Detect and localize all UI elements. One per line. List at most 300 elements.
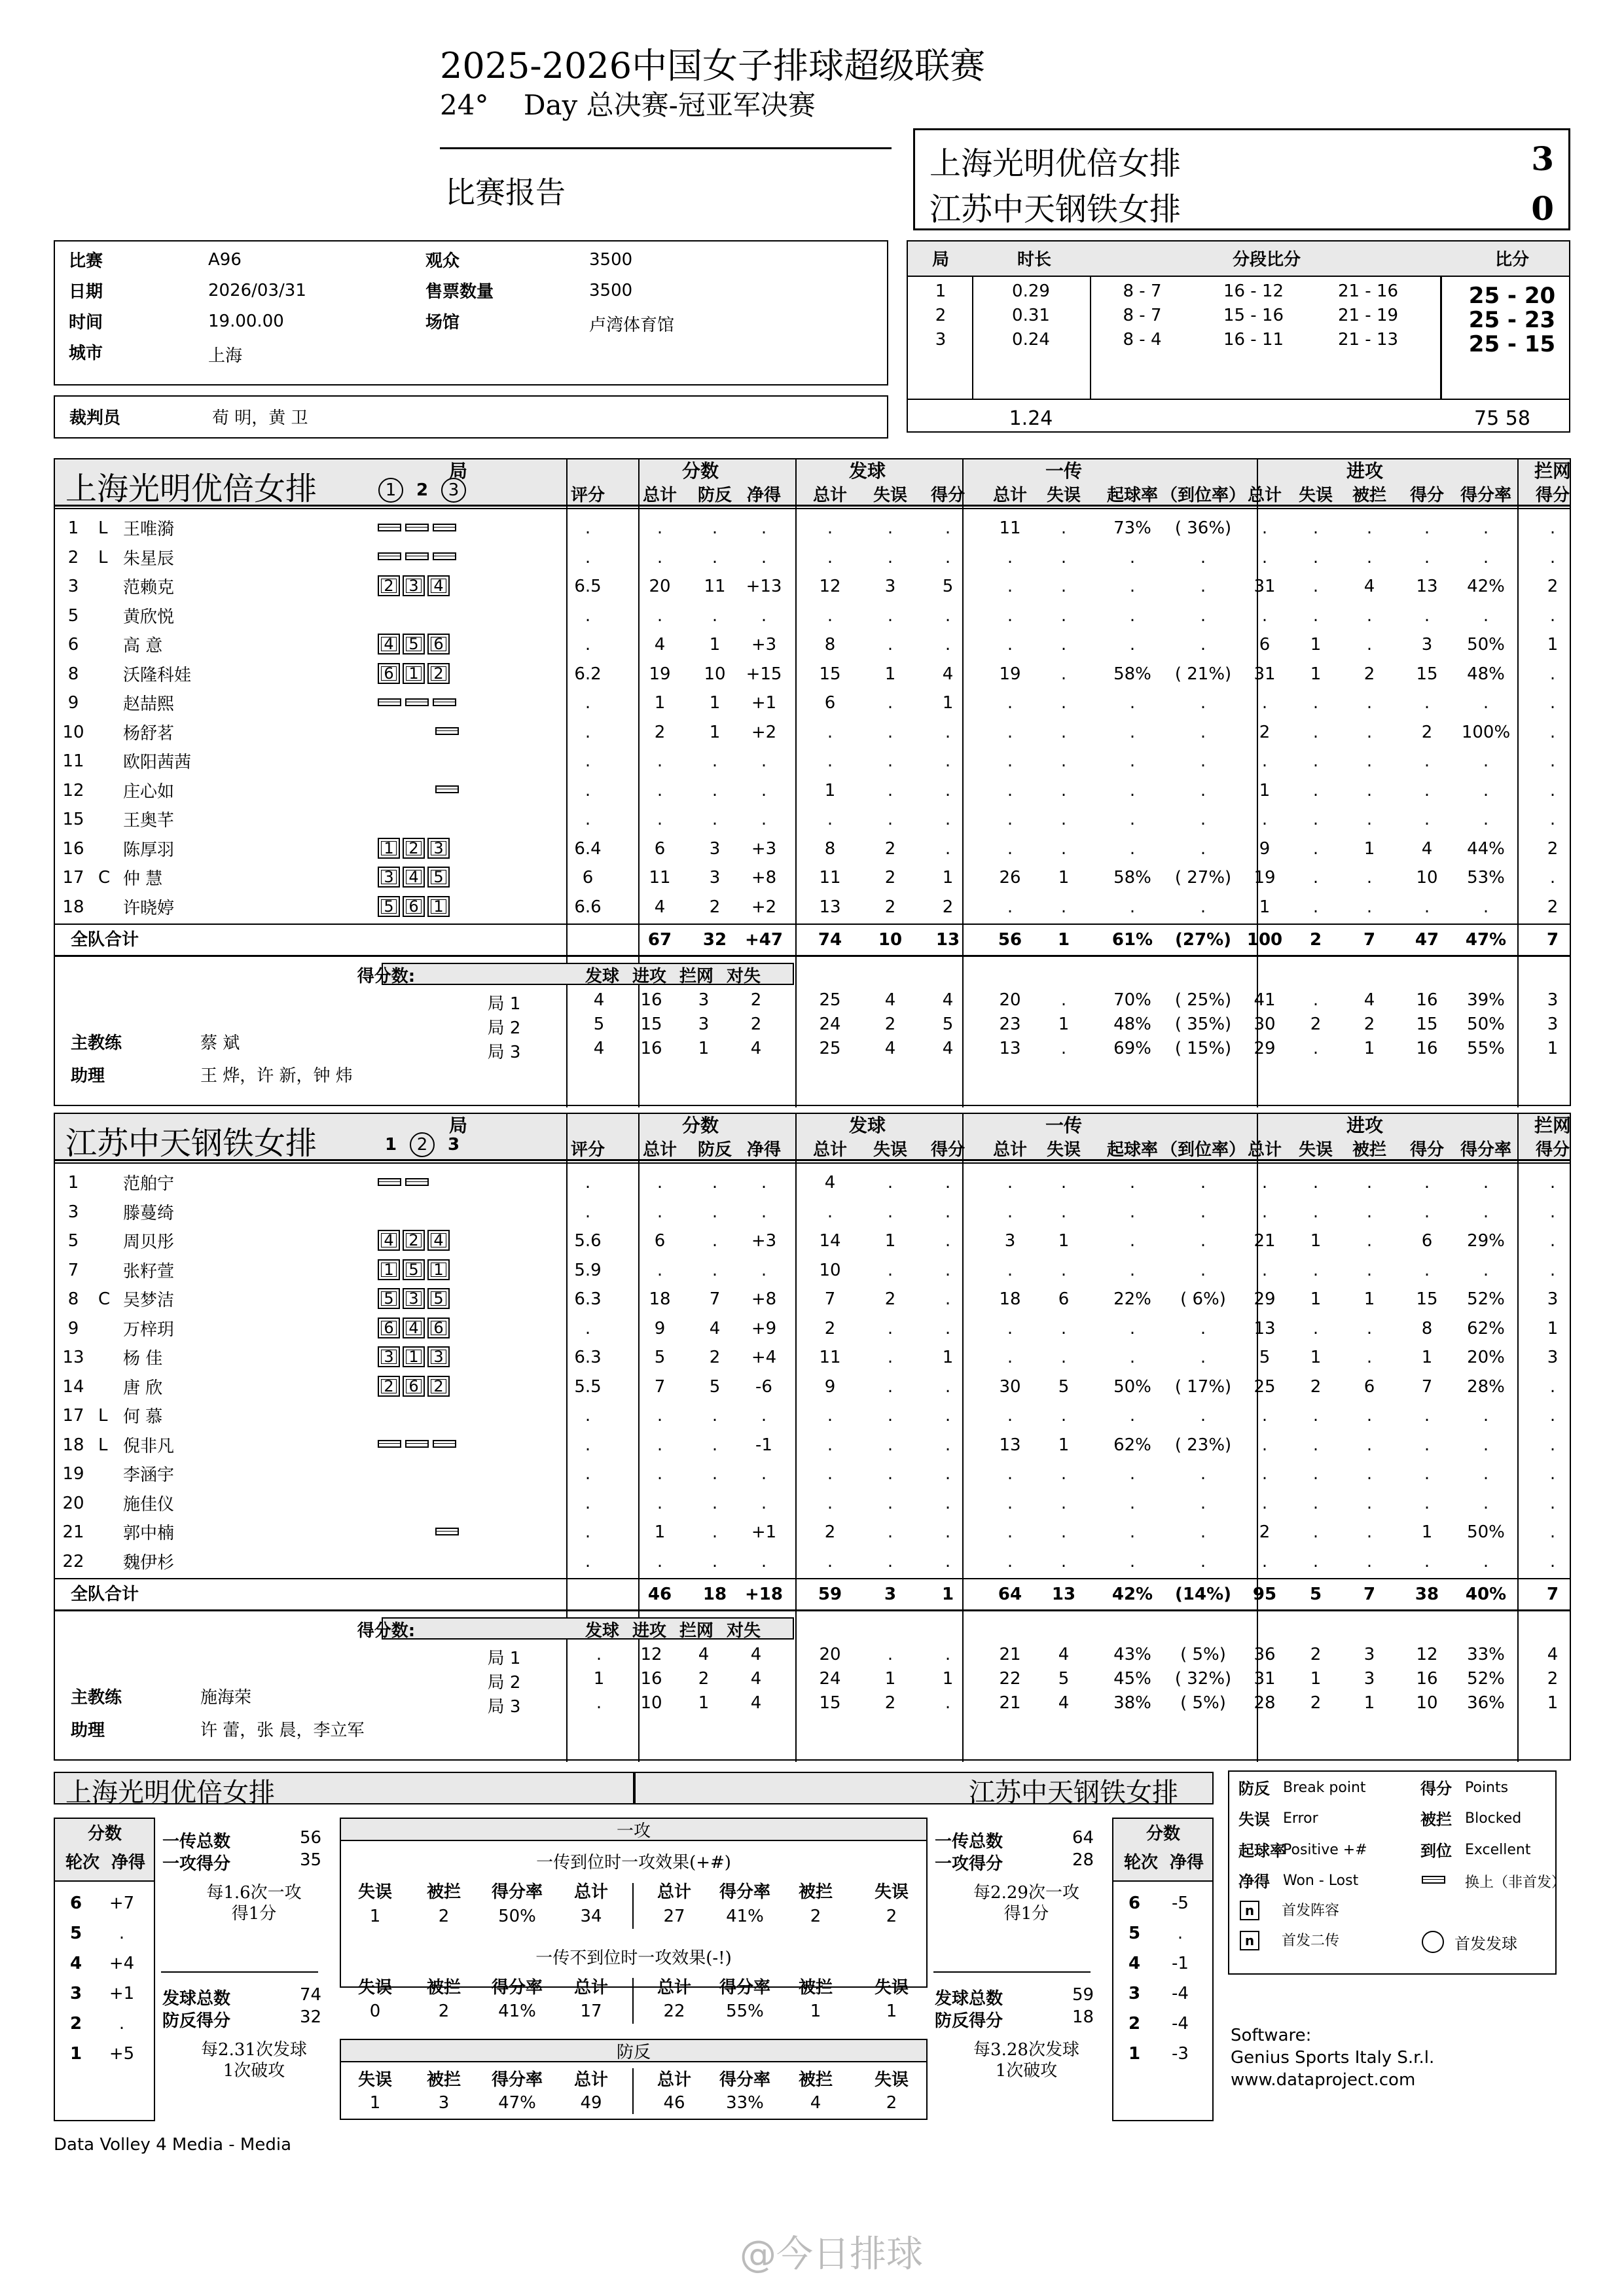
rotation-net: .: [1177, 1924, 1183, 1943]
stat-cell: .: [1366, 1173, 1373, 1193]
stat-cell: 6: [1421, 1231, 1433, 1251]
column-header: 失误: [1046, 486, 1081, 505]
set-stat-cell: 24: [819, 1669, 841, 1689]
starting-position: 5: [427, 867, 450, 888]
player-number: 17: [62, 1406, 84, 1426]
stat-cell: 7: [654, 1376, 666, 1397]
team-name: 上海光明优倍女排: [65, 471, 317, 507]
starting-position: 4: [403, 1318, 425, 1338]
points-by-set-label: 得分数:: [357, 1621, 416, 1641]
stat-cell: 25: [1254, 1376, 1276, 1397]
stat-cell: .: [1312, 897, 1319, 917]
stat-cell: .: [1129, 1493, 1136, 1513]
software-credit: [1231, 2024, 1434, 2091]
player-name: 周贝彤: [123, 1232, 175, 1252]
stat-cell: 14: [819, 1231, 841, 1251]
column-header: 被拦: [1352, 486, 1386, 505]
set-score: 25 - 20: [1468, 283, 1556, 309]
points-header: 发球: [585, 1621, 619, 1641]
stat-cell: .: [1200, 1348, 1206, 1367]
stat-header: 得分率: [491, 1978, 543, 1998]
player-name: 王奥芊: [123, 811, 175, 831]
column-header: 得分: [1535, 486, 1570, 505]
stat-cell: .: [1312, 605, 1319, 626]
rotation-net: -5: [1172, 1893, 1189, 1913]
stat-cell: +15: [746, 664, 782, 684]
sets-col-header: 时长: [1017, 250, 1051, 270]
stat-value: 41%: [726, 1907, 764, 1926]
starting-position: 3: [403, 1288, 425, 1309]
player-name: 施佳仪: [123, 1494, 175, 1515]
set-stat-cell: 1: [1547, 1693, 1559, 1713]
stat-cell: 1: [1058, 868, 1070, 888]
stat-cell: 1: [824, 780, 836, 800]
stat-value: 1: [810, 2001, 821, 2021]
starting-position: 1: [403, 1346, 425, 1367]
stat-cell: .: [1549, 1202, 1556, 1222]
set-points-cell: .: [596, 1693, 602, 1713]
rotation-title: 分数: [87, 1824, 122, 1844]
set-stat-cell: 16: [1416, 1669, 1438, 1689]
stat-cell: .: [887, 1493, 893, 1513]
stat-header: 失误: [357, 2070, 392, 2090]
stat-cell: .: [887, 810, 893, 829]
stat-cell: .: [1200, 1464, 1206, 1484]
stat-cell: .: [761, 1260, 767, 1280]
stat-cell: .: [1483, 547, 1489, 567]
stat-cell: .: [761, 605, 767, 626]
competition-title: 2025-2026中国女子排球超级联赛: [440, 45, 986, 86]
stat-cell: .: [1060, 1522, 1067, 1542]
stat-cell: .: [1424, 1435, 1430, 1455]
set-stat-cell: ( 32%): [1174, 1669, 1232, 1689]
stat-cell: .: [657, 810, 663, 829]
set-stat-cell: 50%: [1467, 1014, 1505, 1034]
stat-cell: .: [887, 751, 893, 771]
stat-cell: 2: [1421, 722, 1433, 742]
total-divider: [55, 924, 1570, 925]
set-points-cell: 10: [640, 1693, 662, 1713]
attack-center-divider: [632, 1883, 634, 1929]
set-stat-cell: 4: [1547, 1645, 1559, 1664]
info-label: 时间: [69, 313, 103, 332]
stat-cell: 2: [884, 897, 896, 917]
set-stat-cell: .: [945, 1693, 951, 1713]
set-points-cell: 16: [640, 990, 662, 1010]
starting-position: 4: [403, 867, 425, 888]
team-total-cell: 7: [1363, 1585, 1376, 1604]
legend-value: Error: [1283, 1810, 1318, 1827]
set-stat-cell: 1: [884, 1669, 896, 1689]
rotation-markers: [378, 896, 452, 917]
stat-cell: .: [945, 635, 951, 655]
stat-cell: 2: [654, 722, 666, 742]
rotation-col-header: 轮次: [65, 1853, 99, 1873]
stat-cell: 19: [649, 664, 671, 684]
player-role: L: [98, 1435, 108, 1455]
stat-cell: .: [1007, 605, 1013, 626]
stat-cell: 4: [709, 1318, 721, 1338]
stat-cell: .: [712, 1231, 718, 1251]
stat-cell: .: [585, 1406, 591, 1426]
footer-text: Data Volley 4 Media - Media: [54, 2135, 292, 2155]
set-stat-cell: 23: [999, 1014, 1021, 1034]
substitution-marker: [405, 552, 429, 560]
stat-cell: 5: [654, 1348, 666, 1367]
player-number: 16: [62, 838, 84, 859]
substitution-marker: [378, 1178, 401, 1186]
stat-cell: 1: [942, 868, 954, 888]
set-stat-cell: ( 5%): [1180, 1693, 1226, 1713]
stat-cell: .: [712, 1260, 718, 1280]
column-header: 失误: [873, 1140, 907, 1160]
stat-cell: .: [1483, 1260, 1489, 1280]
set-points-cell: 4: [698, 1645, 710, 1664]
stat-cell: .: [1060, 1551, 1067, 1571]
set-row-label: 局 3: [487, 1697, 521, 1717]
stat-header: 总计: [657, 1882, 691, 1902]
player-number: 12: [62, 780, 84, 800]
rotation-markers: [378, 634, 452, 655]
stat-cell: .: [1312, 1551, 1319, 1571]
stat-cell: .: [657, 780, 663, 800]
sets-col-header: 比分: [1494, 250, 1529, 270]
set-score: 25 - 23: [1468, 307, 1556, 333]
stat-cell: 2: [824, 1522, 836, 1542]
legend-value: Excellent: [1465, 1842, 1531, 1858]
stat-cell: .: [945, 1231, 951, 1251]
stat-header: 得分率: [719, 1978, 770, 1998]
rotation-net: -3: [1172, 2044, 1189, 2064]
stat-cell: 2: [709, 897, 721, 917]
stat-cell: 100%: [1461, 722, 1511, 742]
stat-cell: 53%: [1467, 868, 1505, 888]
stat-cell: .: [1060, 547, 1067, 567]
stat-cell: +3: [751, 1231, 777, 1251]
player-name: 庄心如: [123, 781, 175, 802]
substitution-marker: [378, 698, 401, 706]
stat-value: 2: [886, 2093, 897, 2113]
info-value: 19.00.00: [208, 312, 284, 331]
rotation-markers: [378, 692, 460, 711]
rotation-number: 6: [69, 1893, 82, 1913]
stat-cell: +3: [751, 635, 777, 655]
set-partial-21: 21 - 13: [1337, 330, 1399, 350]
set-number: 3: [935, 330, 947, 350]
stat-cell: .: [1366, 1435, 1373, 1455]
stat-header: 失误: [874, 1978, 909, 1998]
stat-cell: ( 36%): [1174, 518, 1232, 538]
stat-cell: 1: [654, 1522, 666, 1542]
stat-cell: 8: [1421, 1318, 1433, 1338]
stat-cell: .: [761, 780, 767, 800]
legend-substitution-icon: [1422, 1876, 1445, 1884]
summary-note: 得1分: [231, 1904, 277, 1924]
stat-cell: .: [1129, 838, 1136, 859]
stat-cell: .: [1549, 722, 1556, 742]
team-total-cell: 100: [1246, 930, 1283, 950]
stat-cell: .: [1549, 664, 1556, 684]
defense-title: 防反: [616, 2043, 651, 2062]
set-stat-cell: 3: [1363, 1645, 1375, 1664]
stat-cell: .: [1200, 1231, 1206, 1251]
stat-cell: .: [1483, 1493, 1489, 1513]
set-stat-cell: 3: [1547, 1014, 1559, 1034]
stat-cell: .: [1549, 693, 1556, 713]
stat-cell: .: [1200, 1318, 1206, 1338]
column-header: 失误: [873, 486, 907, 505]
stat-cell: +8: [751, 1289, 777, 1309]
stat-cell: .: [827, 605, 833, 626]
stat-cell: .: [585, 518, 591, 538]
player-number: 7: [67, 1260, 79, 1280]
summary-divider: [161, 1971, 318, 1973]
team-total-cell: 7: [1546, 930, 1559, 950]
stat-cell: .: [945, 1493, 951, 1513]
stat-cell: +13: [746, 577, 782, 596]
stat-cell: 10: [1416, 868, 1438, 888]
set-points-cell: 15: [640, 1014, 662, 1034]
stat-cell: 1: [1547, 1318, 1559, 1338]
stat-cell: .: [1007, 1202, 1013, 1222]
stat-cell: +9: [751, 1318, 777, 1338]
rotation-net: -1: [1172, 1954, 1189, 1973]
team-total-cell: 7: [1363, 930, 1376, 950]
player-name: 赵喆熙: [123, 694, 175, 714]
stat-cell: 3: [1421, 635, 1433, 655]
legend-key: 起球率: [1238, 1842, 1286, 1860]
column-header: 评分: [570, 1140, 605, 1160]
player-name: 张籽萱: [123, 1261, 175, 1282]
summary-value: 18: [1072, 2007, 1094, 2027]
set-points-cell: 1: [698, 1039, 710, 1058]
stat-cell: .: [1007, 722, 1013, 742]
stat-cell: .: [945, 1376, 951, 1397]
stat-cell: .: [1060, 635, 1067, 655]
coach-label: 主教练: [71, 1033, 122, 1053]
stat-cell: 1: [942, 1348, 954, 1367]
player-name: 倪非凡: [123, 1436, 175, 1456]
set-stat-cell: 15: [1416, 1014, 1438, 1034]
set-stat-cell: 21: [999, 1645, 1021, 1664]
stat-cell: .: [887, 605, 893, 626]
stat-cell: .: [1549, 1493, 1556, 1513]
player-role: C: [98, 868, 111, 888]
stat-cell: .: [1200, 1493, 1206, 1513]
column-header: 失误: [1298, 486, 1333, 505]
column-header: 净得: [746, 1140, 781, 1160]
legend-value: 换上（非首发）: [1465, 1874, 1566, 1891]
stat-cell: 5: [1259, 1348, 1271, 1367]
set-partial-8: 8 - 7: [1123, 306, 1162, 325]
stat-cell: .: [1007, 780, 1013, 800]
stat-cell: .: [712, 1435, 718, 1455]
rotation-number: 5: [1128, 1924, 1141, 1943]
stat-cell: .: [1549, 1260, 1556, 1280]
stat-cell: .: [1129, 1406, 1136, 1426]
stat-cell: .: [1366, 605, 1373, 626]
stat-cell: .: [585, 1318, 591, 1338]
stat-cell: .: [1200, 1202, 1206, 1222]
team-total-cell: 40%: [1465, 1585, 1507, 1604]
rotation-markers: [378, 780, 463, 799]
stat-cell: 1: [1363, 838, 1375, 859]
starting-position: 4: [427, 1230, 450, 1251]
stat-cell: 4: [1421, 838, 1433, 859]
stat-cell: .: [761, 1173, 767, 1193]
set-row-label: 局 1: [487, 994, 521, 1014]
starting-setter-icon: n: [1240, 1931, 1259, 1950]
stat-value: 50%: [498, 1907, 536, 1926]
stat-cell: 2: [1259, 722, 1271, 742]
starting-position: 4: [378, 634, 400, 655]
summary-note: 每2.29次一攻: [973, 1883, 1079, 1903]
stat-cell: .: [1129, 1464, 1136, 1484]
summary-label: 发球总数: [162, 1989, 231, 2009]
set-mark: 1: [384, 1135, 397, 1155]
team-total-label: 全队合计: [71, 930, 139, 950]
stat-cell: .: [887, 1522, 893, 1542]
player-number: 13: [62, 1348, 84, 1367]
column-header: 得分: [930, 486, 965, 505]
legend-value: 首发发球: [1454, 1935, 1517, 1953]
points-header: 拦网: [679, 1621, 713, 1641]
stat-cell: 1: [1310, 1348, 1322, 1367]
stat-cell: 48%: [1467, 664, 1505, 684]
set-stat-cell: 1: [1363, 1693, 1375, 1713]
stat-cell: 4: [1363, 577, 1375, 596]
stat-cell: .: [1366, 518, 1373, 538]
stat-cell: .: [585, 1464, 591, 1484]
set-stat-cell: 48%: [1113, 1014, 1151, 1034]
stat-cell: .: [1007, 1522, 1013, 1542]
starting-position: 2: [427, 663, 450, 684]
stat-cell: .: [827, 518, 833, 538]
stat-cell: 42%: [1467, 577, 1505, 596]
stat-cell: 7: [709, 1289, 721, 1309]
summary-note: 每3.28次发球: [973, 2040, 1079, 2060]
column-header: 防反: [697, 1140, 732, 1160]
stat-cell: ( 23%): [1174, 1435, 1232, 1455]
set-stat-cell: 4: [884, 1039, 896, 1058]
stat-cell: .: [1366, 547, 1373, 567]
rotation-net: +5: [109, 2044, 135, 2064]
column-group-header: 一传: [1045, 460, 1082, 482]
column-header: 总计: [812, 1140, 847, 1160]
column-divider: [795, 459, 797, 1107]
coach-name: 施海荣: [200, 1688, 252, 1708]
stat-cell: 15: [1416, 664, 1438, 684]
stat-cell: 2: [709, 1348, 721, 1367]
stat-cell: 5: [709, 1376, 721, 1397]
stat-cell: .: [1483, 751, 1489, 771]
player-name: 唐 欣: [123, 1378, 163, 1398]
stat-cell: .: [1549, 1406, 1556, 1426]
stat-cell: .: [1060, 810, 1067, 829]
stat-cell: .: [1129, 1231, 1136, 1251]
stat-cell: .: [1261, 605, 1268, 626]
set-points-cell: 2: [750, 1014, 762, 1034]
stat-cell: .: [1424, 547, 1430, 567]
set-partial-16: 16 - 11: [1223, 330, 1284, 350]
stat-cell: 15: [1416, 1289, 1438, 1309]
column-header: 失误: [1046, 1140, 1081, 1160]
legend-key: 防反: [1238, 1780, 1270, 1798]
stat-cell: .: [1060, 838, 1067, 859]
stat-cell: .: [827, 1435, 833, 1455]
player-role: C: [98, 1289, 111, 1309]
stat-value: 34: [580, 1907, 602, 1926]
summary-label: 防反得分: [935, 2011, 1003, 2031]
stat-cell: .: [1129, 605, 1136, 626]
stat-cell: .: [1261, 1551, 1268, 1571]
stat-cell: .: [1261, 1260, 1268, 1280]
points-header: 对失: [726, 1621, 761, 1641]
legend-key: 得分: [1420, 1780, 1452, 1798]
stat-cell: 30: [999, 1376, 1021, 1397]
defense-center-divider: [632, 2068, 634, 2114]
stat-cell: .: [1549, 1435, 1556, 1455]
final-score-box: [913, 128, 1570, 230]
stat-cell: 1: [1310, 635, 1322, 655]
column-group-header: 发球: [848, 460, 886, 482]
column-header: （到位率）: [1161, 486, 1246, 505]
stat-cell: .: [712, 1202, 718, 1222]
stat-cell: .: [761, 1464, 767, 1484]
starting-position: 5: [378, 896, 400, 917]
set-stat-cell: 33%: [1467, 1645, 1505, 1664]
set-number: 2: [935, 306, 947, 325]
rotation-title: 分数: [1146, 1824, 1180, 1844]
stat-cell: .: [657, 605, 663, 626]
stat-cell: .: [712, 605, 718, 626]
rotation-net: -4: [1172, 2014, 1189, 2034]
stat-cell: +4: [751, 1348, 777, 1367]
rotation-col-header: 净得: [1169, 1853, 1204, 1873]
team-total-cell: 7: [1546, 1585, 1559, 1604]
stat-cell: +8: [751, 868, 777, 888]
stat-cell: 6.3: [574, 1289, 602, 1309]
stat-cell: .: [657, 1551, 663, 1571]
set-stat-cell: 69%: [1113, 1039, 1151, 1058]
stat-cell: .: [887, 1551, 893, 1571]
set-stat-cell: 41: [1254, 990, 1276, 1010]
stat-cell: .: [1483, 693, 1489, 713]
stat-cell: .: [1312, 1260, 1319, 1280]
set-stat-cell: ( 15%): [1174, 1039, 1232, 1058]
player-name: 范赖克: [123, 578, 175, 598]
stat-cell: .: [887, 1376, 893, 1397]
legend-value: Won - Lost: [1283, 1873, 1359, 1889]
stat-cell: .: [1366, 1348, 1373, 1367]
away-sets-won: 0: [1531, 189, 1554, 228]
stat-cell: .: [657, 1406, 663, 1426]
points-header: 发球: [585, 967, 619, 986]
stat-header: 失误: [874, 2070, 909, 2090]
stat-cell: .: [1549, 605, 1556, 626]
rotation-net: .: [118, 2014, 125, 2034]
stat-cell: 11: [819, 1348, 841, 1367]
rotation-net: +1: [109, 1984, 135, 2003]
set-stat-cell: 5: [942, 1014, 954, 1034]
stat-cell: 31: [1254, 577, 1276, 596]
stat-cell: .: [1060, 1348, 1067, 1367]
player-number: 15: [62, 810, 84, 829]
set-stat-cell: 2: [884, 1014, 896, 1034]
stat-cell: 1: [709, 722, 721, 742]
stat-cell: 19: [999, 664, 1021, 684]
software-url[interactable]: www.dataproject.com: [1231, 2070, 1416, 2090]
